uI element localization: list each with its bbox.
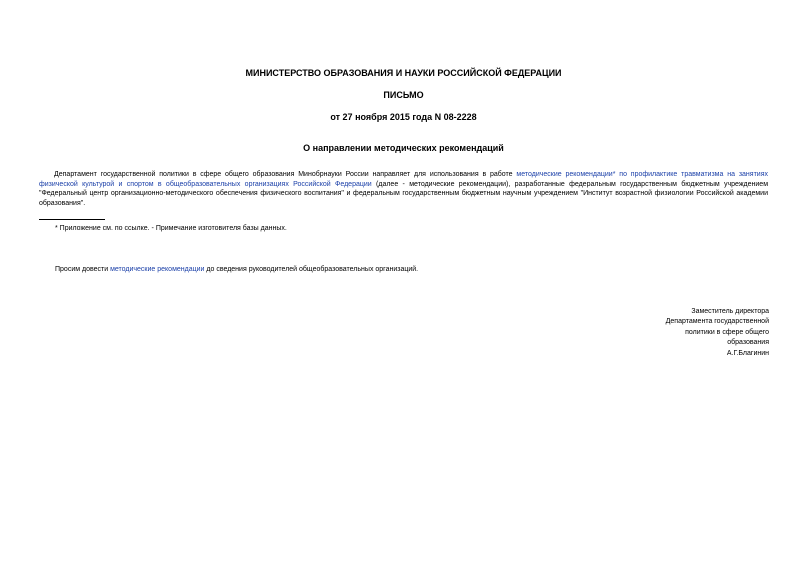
document-subject: О направлении методических рекомендаций: [303, 143, 504, 153]
ministry-heading: МИНИСТЕРСТВО ОБРАЗОВАНИЯ И НАУКИ РОССИЙСКОЙ ФЕДЕРАЦИИ: [245, 68, 562, 78]
paragraph-text: Департамент государственной политики в сфере общего образования Минобрнауки России направляет для использования в работе: [54, 171, 517, 178]
footnote-divider: [39, 219, 105, 220]
body-paragraph-1: [39, 170, 768, 208]
signature-line-department: Департамента государственной: [665, 318, 769, 326]
link-injury-prevention[interactable]: по профилактике травматизма на занятиях физической культурой и спортом в общеобразовательных организациях Российской Федерации: [39, 171, 768, 188]
signature-block: [666, 307, 769, 359]
signature-line-policy: политики в сфере общего: [685, 328, 769, 336]
document-type-heading: ПИСЬМО: [383, 90, 424, 100]
body-paragraph-2: [55, 265, 418, 274]
paragraph-text: (далее - методические рекомендации), разработанные федеральным государственным бюджетным учреждением "Федеральный центр организационно-методического обеспечения физического воспитания" и федеральным государственным бюджетным научным учреждением "Институт возрастной физиологии Российской академии образования".: [39, 180, 769, 207]
signature-line-education: образования: [727, 339, 769, 347]
link-methodological-recommendations-2[interactable]: методические рекомендации: [110, 266, 205, 273]
signature-name: А.Г.Благинин: [726, 349, 769, 357]
paragraph-text: Просим довести: [55, 266, 111, 273]
footnote-text: * Приложение см. по ссылке. - Примечание изготовителя базы данных.: [55, 225, 287, 232]
paragraph-text: до сведения руководителей общеобразовательных организаций.: [204, 266, 419, 273]
footnote-marker: *: [612, 171, 616, 178]
link-methodological-recommendations[interactable]: методические рекомендации: [516, 171, 613, 178]
document-date-number: от 27 ноября 2015 года N 08-2228: [330, 112, 477, 122]
signature-line-title: Заместитель директора: [691, 308, 769, 315]
